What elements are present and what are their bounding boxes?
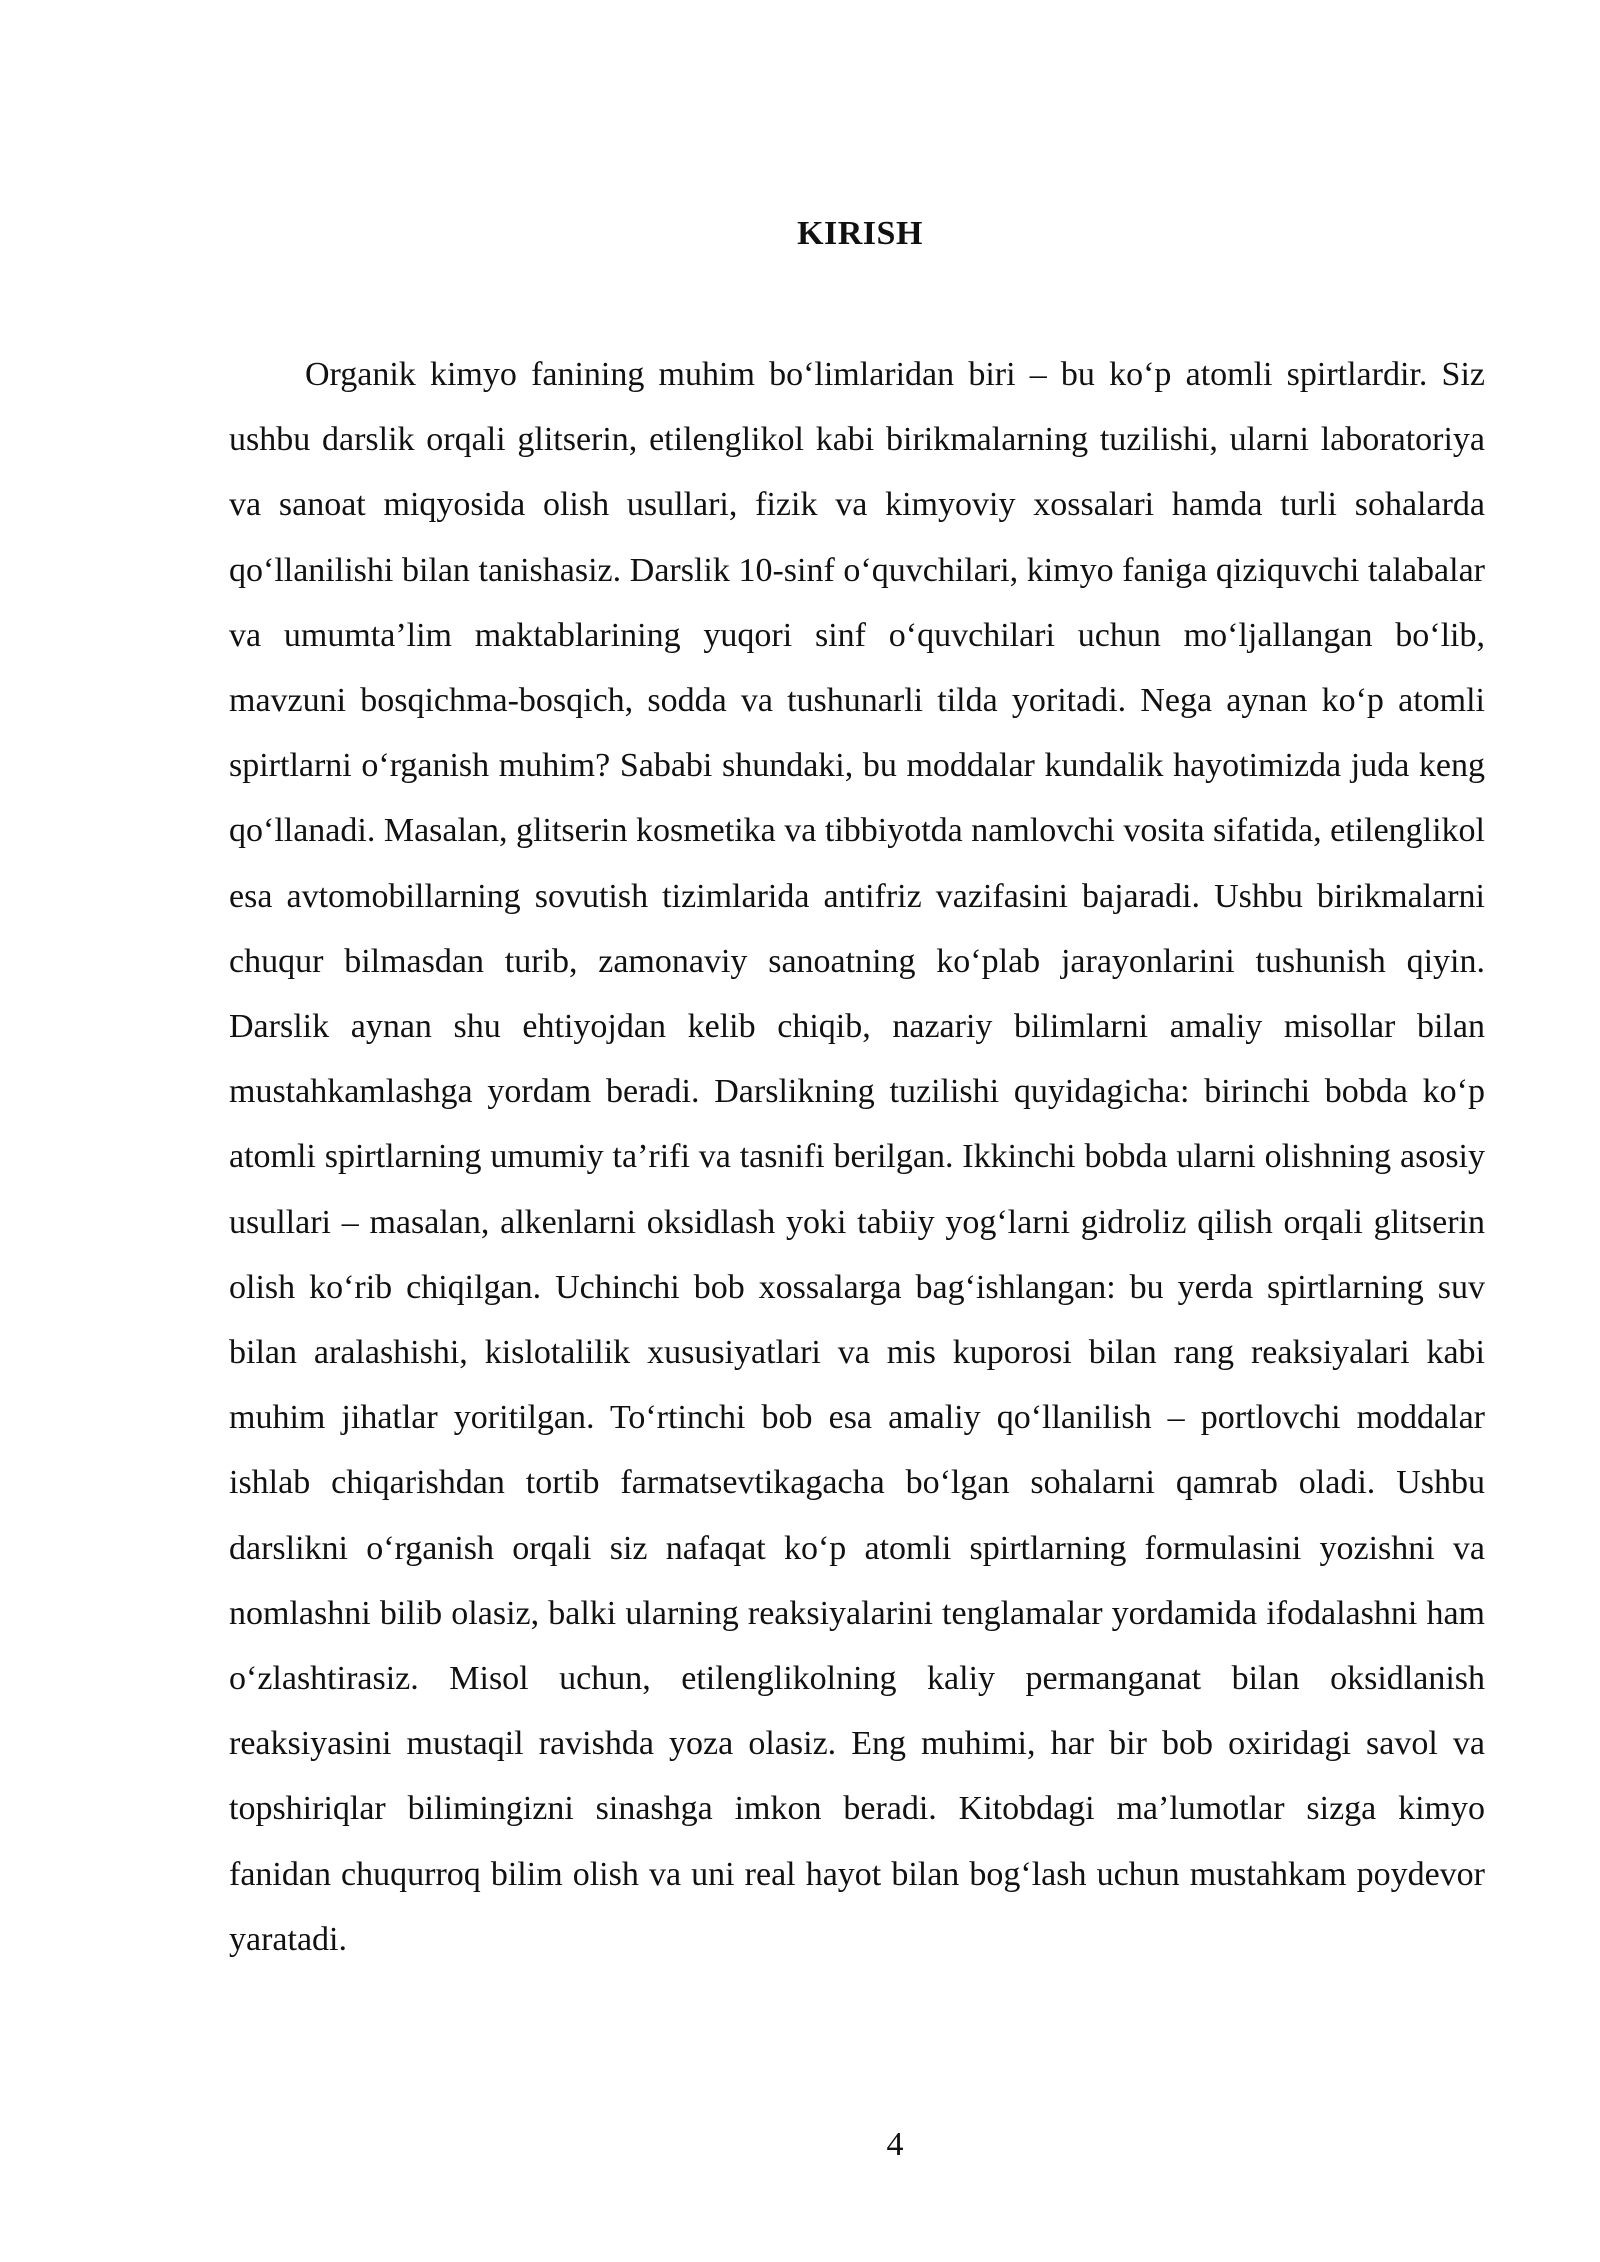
body-paragraph: Organik kimyo fanining muhim bo‘limlaridan biri – bu ko‘p atomli spirtlardir. Siz ushbu darslik orqali glitserin, etilenglikol kabi birikmalarning tuzilishi, ularni laboratoriya va sanoat miqyosida olish usullari, fizik va kimyoviy xossalari hamda turli sohalarda qo‘llanilishi bilan tanishasiz. Darslik 10-sinf o‘quvchilari, kimyo faniga qiziquvchi talabalar va umumta’lim maktablarining yuqori sinf o‘quvchilari uchun mo‘ljallangan bo‘lib, mavzuni bosqichma-bosqich, sodda va tushunarli tilda yoritadi. Nega aynan ko‘p atomli spirtlarni o‘rganish muhim? Sababi shundaki, bu moddalar kundalik hayotimizda juda keng qo‘llanadi. Masalan, glitserin kosmetika va tibbiyotda namlovchi vosita sifatida, etilenglikol esa avtomobillarning sovutish tizimlarida antifriz vazifasini bajaradi. Ushbu birikmalarni chuqur bilmasdan turib, zamonaviy sanoatning ko‘plab jarayonlarini tushunish qiyin. Darslik aynan shu ehtiyojdan kelib chiqib, nazariy bilimlarni amaliy misollar bilan mustahkamlashga yordam beradi. Darslikning tuzilishi quyidagicha: birinchi bobda ko‘p atomli spirtlarning umumiy ta’rifi va tasnifi berilgan. Ikkinchi bobda ularni olishning asosiy usullari – masalan, alkenlarni oksidlash yoki tabiiy yog‘larni gidroliz qilish orqali glitserin olish ko‘rib chiqilgan. Uchinchi bob xossalarga bag‘ishlangan: bu yerda spirtlarning suv bilan aralashishi, kislotalilik xususiyatlari va mis kuporosi bilan rang reaksiyalari kabi muhim jihatlar yoritilgan. To‘rtinchi bob esa amaliy qo‘llanilish – portlovchi moddalar ishlab chiqarishdan tortib farmatsevtikagacha bo‘lgan sohalarni qamrab oladi. Ushbu darslikni o‘rganish orqali siz nafaqat ko‘p atomli spirtlarning formulasini yozishni va nomlashni bilib olasiz, balki ularning reaksiyalarini tenglamalar yordamida ifodalashni ham o‘zlashtirasiz. Misol uchun, etilenglikolning kaliy permanganat bilan oksidlanish reaksiyasini mustaqil ravishda yoza olasiz. Eng muhimi, har bir bob oxiridagi savol va topshiriqlar bilimingizni sinashga imkon beradi. Kitobdagi ma’lumotlar sizga kimyo fanidan chuqurroq bilim olish va uni real hayot bilan bog‘lash uchun mustahkam poydevor yaratadi. xyxy=(229,356,1485,1958)
page-number: 4 xyxy=(886,2126,904,2163)
section-title: KIRISH xyxy=(797,215,923,252)
